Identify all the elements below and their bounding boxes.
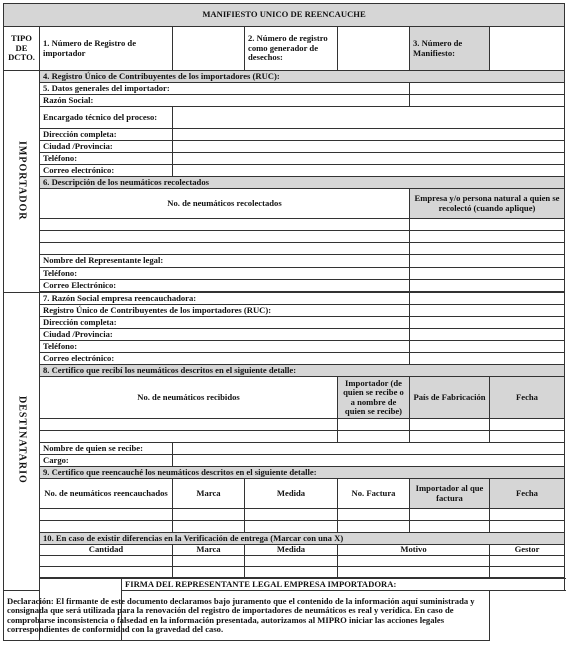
factura-cell[interactable] bbox=[338, 509, 410, 521]
empresa-cell[interactable] bbox=[410, 243, 565, 255]
cantidad-cell[interactable] bbox=[40, 556, 173, 567]
col-medida: Medida bbox=[245, 479, 338, 509]
direccion-destinatario-label: Dirección completa: bbox=[40, 317, 410, 329]
correo-label: Correo electrónico: bbox=[40, 165, 173, 177]
registro-generador-label: 2. Número de registro como generador de desechos: bbox=[245, 27, 338, 71]
telefono2-field[interactable] bbox=[410, 268, 565, 280]
razon-social-field[interactable] bbox=[410, 95, 565, 107]
declaracion-text: Declaración: El firmante de este documento declaramos bajo juramento que el contenido de la información aquí suministrada y consignada que será utilizada para la renovación del registro de importadores de neumáticos es real y verídica. En caso de comprobarse inconsistencia o falsedad en la información presentada, autorizamos al MIPRO iniciar las acciones legales correspondientes de conformidad con la gravedad del caso. bbox=[4, 591, 490, 641]
razon-social-label: Razón Social: bbox=[40, 95, 410, 107]
pais-cell[interactable] bbox=[410, 431, 490, 443]
destinatario-side-label: DESTINATARIO bbox=[4, 293, 40, 591]
razon-social-reencauchadora-field[interactable] bbox=[410, 293, 565, 305]
gestor-cell[interactable] bbox=[490, 556, 565, 567]
representante-label: Nombre del Representante legal: bbox=[40, 255, 410, 268]
col-neumaticos-reencauchados: No. de neumáticos reencauchados bbox=[40, 479, 173, 509]
motivo-cell[interactable] bbox=[338, 556, 490, 567]
direccion-destinatario-field[interactable] bbox=[410, 317, 565, 329]
reencauchados-cell[interactable] bbox=[40, 521, 173, 533]
gestor-cell[interactable] bbox=[490, 567, 565, 578]
reencauchados-cell[interactable] bbox=[40, 509, 173, 521]
recibidos-cell[interactable] bbox=[40, 419, 338, 431]
telefono2-label: Teléfono: bbox=[40, 268, 410, 280]
firma-title: FIRMA DEL REPRESENTANTE LEGAL EMPRESA IMPORTADORA: bbox=[122, 579, 565, 591]
correo-field[interactable] bbox=[173, 165, 565, 177]
nombre-recibe-field[interactable] bbox=[173, 443, 565, 455]
encargado-label: Encargado técnico del proceso: bbox=[40, 107, 173, 129]
col-medida-diferencia: Medida bbox=[245, 545, 338, 556]
pais-cell[interactable] bbox=[410, 419, 490, 431]
diferencias-verificacion-label: 10. En caso de existir diferencias en la Verificación de entrega (Marcar con una X) bbox=[40, 533, 565, 545]
cantidad-cell[interactable] bbox=[40, 567, 173, 578]
recolectados-cell[interactable] bbox=[40, 243, 410, 255]
ciudad-label: Ciudad /Provincia: bbox=[40, 141, 173, 153]
fecha-recibido-cell[interactable] bbox=[490, 419, 565, 431]
manifest-table bbox=[3, 3, 565, 641]
representante-field[interactable] bbox=[410, 255, 565, 268]
col-pais-fabricacion: País de Fabricación bbox=[410, 377, 490, 419]
nombre-recibe-label: Nombre de quien se recibe: bbox=[40, 443, 173, 455]
registro-generador-field[interactable] bbox=[338, 27, 410, 71]
direccion-field[interactable] bbox=[173, 129, 565, 141]
medida-diferencia-cell[interactable] bbox=[245, 556, 338, 567]
marca-cell[interactable] bbox=[173, 521, 245, 533]
recolectados-cell[interactable] bbox=[40, 219, 410, 231]
datos-generales-label: 5. Datos generales del importador: bbox=[40, 83, 410, 95]
ruc-destinatario-field[interactable] bbox=[410, 305, 565, 317]
ciudad-field[interactable] bbox=[173, 141, 565, 153]
telefono-destinatario-field[interactable] bbox=[410, 341, 565, 353]
datos-generales-field[interactable] bbox=[410, 83, 565, 95]
col-cantidad: Cantidad bbox=[40, 545, 173, 556]
factura-cell[interactable] bbox=[338, 521, 410, 533]
registro-importador-field[interactable] bbox=[173, 27, 245, 71]
col-motivo: Motivo bbox=[338, 545, 490, 556]
certifico-recibi-label: 8. Certifico que recibí los neumáticos descritos en el siguiente detalle: bbox=[40, 365, 565, 377]
telefono-destinatario-label: Teléfono: bbox=[40, 341, 410, 353]
direccion-label: Dirección completa: bbox=[40, 129, 173, 141]
importador-side-label: IMPORTADOR bbox=[4, 71, 40, 293]
fecha-recibido-cell[interactable] bbox=[490, 431, 565, 443]
col-neumaticos-recolectados: No. de neumáticos recolectados bbox=[40, 189, 410, 219]
ciudad-destinatario-field[interactable] bbox=[410, 329, 565, 341]
numero-manifiesto-label: 3. Número de Manifiesto: bbox=[410, 27, 490, 71]
correo-destinatario-label: Correo electrónico: bbox=[40, 353, 410, 365]
col-marca: Marca bbox=[173, 479, 245, 509]
correo2-label: Correo Electrónico: bbox=[40, 280, 410, 292]
col-empresa-recolecto: Empresa y/o persona natural a quien se recolectó (cuando aplique) bbox=[410, 189, 565, 219]
col-fecha-reencauche: Fecha bbox=[490, 479, 565, 509]
col-neumaticos-recibidos: No. de neumáticos recibidos bbox=[40, 377, 338, 419]
motivo-cell[interactable] bbox=[338, 567, 490, 578]
registro-importador-label: 1. Número de Registro de importador bbox=[40, 27, 173, 71]
medida-diferencia-cell[interactable] bbox=[245, 567, 338, 578]
imp-factura-cell[interactable] bbox=[410, 521, 490, 533]
medida-cell[interactable] bbox=[245, 509, 338, 521]
manifest-form bbox=[3, 3, 564, 664]
importador-cell[interactable] bbox=[338, 431, 410, 443]
col-importador-recibe: Importador (de quien se recibe o a nombre de quien se recibe) bbox=[338, 377, 410, 419]
ciudad-destinatario-label: Ciudad /Provincia: bbox=[40, 329, 410, 341]
telefono-field[interactable] bbox=[173, 153, 565, 165]
certifico-reencauche-label: 9. Certifico que reencauché los neumáticos descritos en el siguiente detalle: bbox=[40, 467, 565, 479]
imp-factura-cell[interactable] bbox=[410, 509, 490, 521]
empresa-cell[interactable] bbox=[410, 231, 565, 243]
correo2-field[interactable] bbox=[410, 280, 565, 292]
recibidos-cell[interactable] bbox=[40, 431, 338, 443]
descripcion-neumaticos-label: 6. Descripción de los neumáticos recolectados bbox=[40, 177, 565, 189]
medida-cell[interactable] bbox=[245, 521, 338, 533]
col-no-factura: No. Factura bbox=[338, 479, 410, 509]
recolectados-cell[interactable] bbox=[40, 231, 410, 243]
ruc-importador-label: 4. Registro Único de Contribuyentes de los importadores (RUC): bbox=[40, 71, 565, 83]
numero-manifiesto-field[interactable] bbox=[490, 27, 565, 71]
marca-cell[interactable] bbox=[173, 509, 245, 521]
ruc-destinatario-label: Registro Único de Contribuyentes de los importadores (RUC): bbox=[40, 305, 410, 317]
col-importador-factura: Importador al que factura bbox=[410, 479, 490, 509]
importador-cell[interactable] bbox=[338, 419, 410, 431]
col-fecha-recibido: Fecha bbox=[490, 377, 565, 419]
fecha-reencauche-cell[interactable] bbox=[490, 521, 565, 533]
razon-social-reencauchadora-label: 7. Razón Social empresa reencauchadora: bbox=[40, 293, 410, 305]
tipo-dcto-label: TIPO DE DCTO. bbox=[4, 27, 40, 71]
telefono-label: Teléfono: bbox=[40, 153, 173, 165]
col-gestor: Gestor bbox=[490, 545, 565, 556]
form-title: MANIFIESTO UNICO DE REENCAUCHE bbox=[4, 4, 565, 27]
empresa-cell[interactable] bbox=[410, 219, 565, 231]
marca-diferencia-cell[interactable] bbox=[173, 567, 245, 578]
encargado-field[interactable] bbox=[173, 107, 565, 129]
marca-diferencia-cell[interactable] bbox=[173, 556, 245, 567]
fecha-reencauche-cell[interactable] bbox=[490, 509, 565, 521]
col-marca-diferencia: Marca bbox=[173, 545, 245, 556]
correo-destinatario-field[interactable] bbox=[410, 353, 565, 365]
cargo-field[interactable] bbox=[173, 455, 565, 467]
cargo-label: Cargo: bbox=[40, 455, 173, 467]
